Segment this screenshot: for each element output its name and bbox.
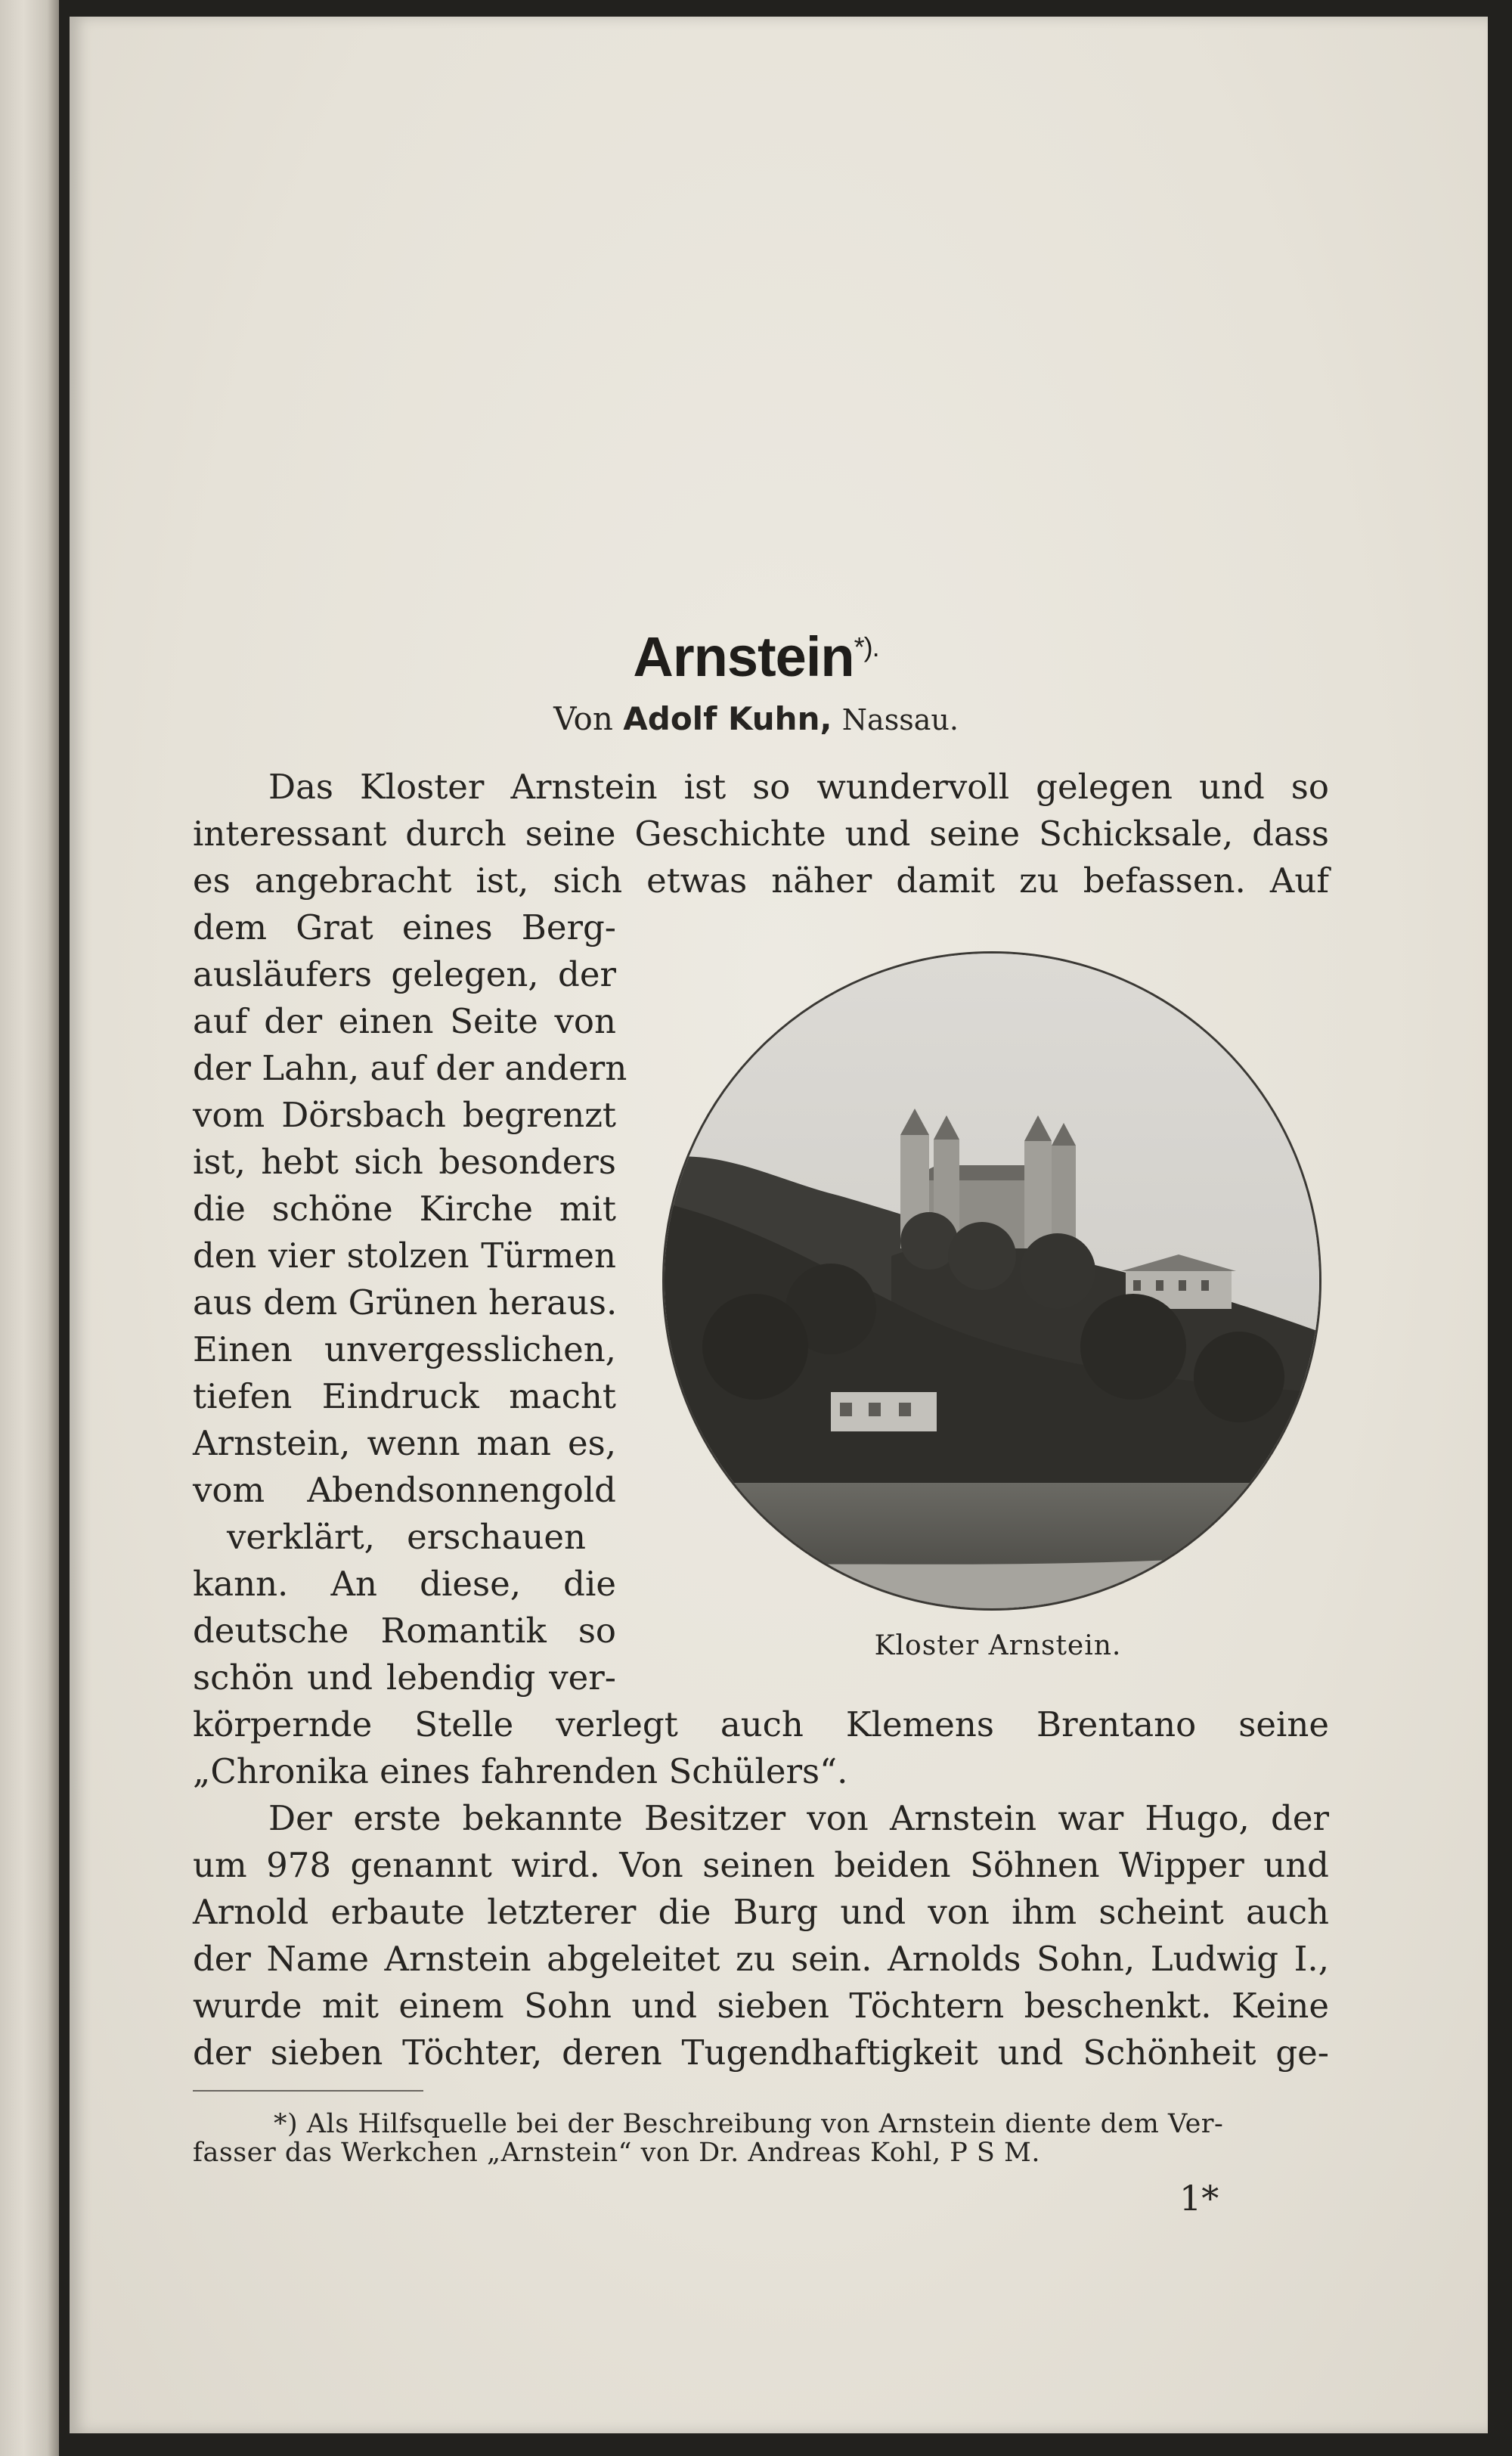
text-line: aus dem Grünen heraus. — [193, 1282, 618, 1323]
text-line: deutsche Romantik so — [193, 1611, 616, 1651]
kloster-arnstein-photo — [662, 951, 1321, 1611]
text-line: tiefen Eindruck macht — [193, 1376, 616, 1416]
text-line: Arnstein, wenn man es, — [193, 1423, 616, 1463]
byline-prefix: Von — [553, 700, 613, 737]
photo-house — [831, 1392, 937, 1431]
previous-page-edge — [0, 0, 59, 2456]
footnote-line: *) Als Hilfsquelle bei der Beschreibung von Arnstein diente dem Ver- — [274, 2109, 1224, 2139]
byline-author: Adolf Kuhn, — [623, 700, 832, 737]
text-line: um 978 genannt wird. Von seinen beiden Söhnen Wipper und — [193, 1845, 1329, 1885]
text-line: der Name Arnstein abgeleitet zu sein. Arnolds Sohn, Ludwig I., — [193, 1939, 1329, 1979]
text-line: vom Abendsonnengold — [193, 1470, 616, 1510]
text-line: den vier stolzen Türmen — [193, 1236, 616, 1276]
text-line: wurde mit einem Sohn und sieben Töchtern beschenkt. Keine — [193, 1986, 1329, 2026]
footnote-line: fasser das Werkchen „Arnstein“ von Dr. Andreas Kohl, P S M. — [193, 2138, 1040, 2168]
text-line: Das Kloster Arnstein ist so wundervoll gelegen und so — [268, 767, 1329, 807]
text-line: interessant durch seine Geschichte und seine Schicksale, dass — [193, 814, 1329, 854]
text-line: die schöne Kirche mit — [193, 1189, 616, 1229]
byline-place: Nassau. — [841, 703, 959, 736]
text-line: Arnold erbaute letzterer die Burg und von ihm scheint auch — [193, 1892, 1329, 1932]
text-line: dem Grat eines Berg- — [193, 907, 616, 947]
page-number: 1* — [1179, 2178, 1219, 2219]
text-line: schön und lebendig ver- — [193, 1657, 616, 1698]
photo-illustration — [665, 954, 1319, 1608]
text-line: „Chronika eines fahrenden Schülers“. — [193, 1751, 848, 1791]
text-line: verklärt, erschauen — [227, 1517, 586, 1557]
byline — [0, 700, 1512, 737]
text-line: auf der einen Seite von — [193, 1001, 616, 1041]
text-line: der sieben Töchter, deren Tugendhaftigkeit und Schönheit ge- — [193, 2033, 1329, 2073]
title-footnote-mark: *). — [854, 631, 879, 662]
title-text: Arnstein — [633, 625, 854, 688]
text-line: kann. An diese, die — [193, 1564, 616, 1604]
text-line: Einen unvergesslichen, — [193, 1329, 616, 1369]
text-line: körpernde Stelle verlegt auch Klemens Brentano seine — [193, 1704, 1329, 1744]
photo-caption: Kloster Arnstein. — [874, 1630, 1122, 1661]
text-line: ist, hebt sich besonders — [193, 1142, 616, 1182]
text-line: Der erste bekannte Besitzer von Arnstein war Hugo, der — [268, 1798, 1329, 1838]
text-line: der Lahn, auf der andern — [193, 1048, 627, 1088]
text-line: es angebracht ist, sich etwas näher damit zu befassen. Auf — [193, 861, 1329, 901]
text-line: ausläufers gelegen, der — [193, 954, 616, 994]
article-title — [0, 625, 1512, 689]
footnote-divider — [193, 2090, 423, 2092]
text-line: vom Dörsbach begrenzt — [193, 1095, 616, 1135]
